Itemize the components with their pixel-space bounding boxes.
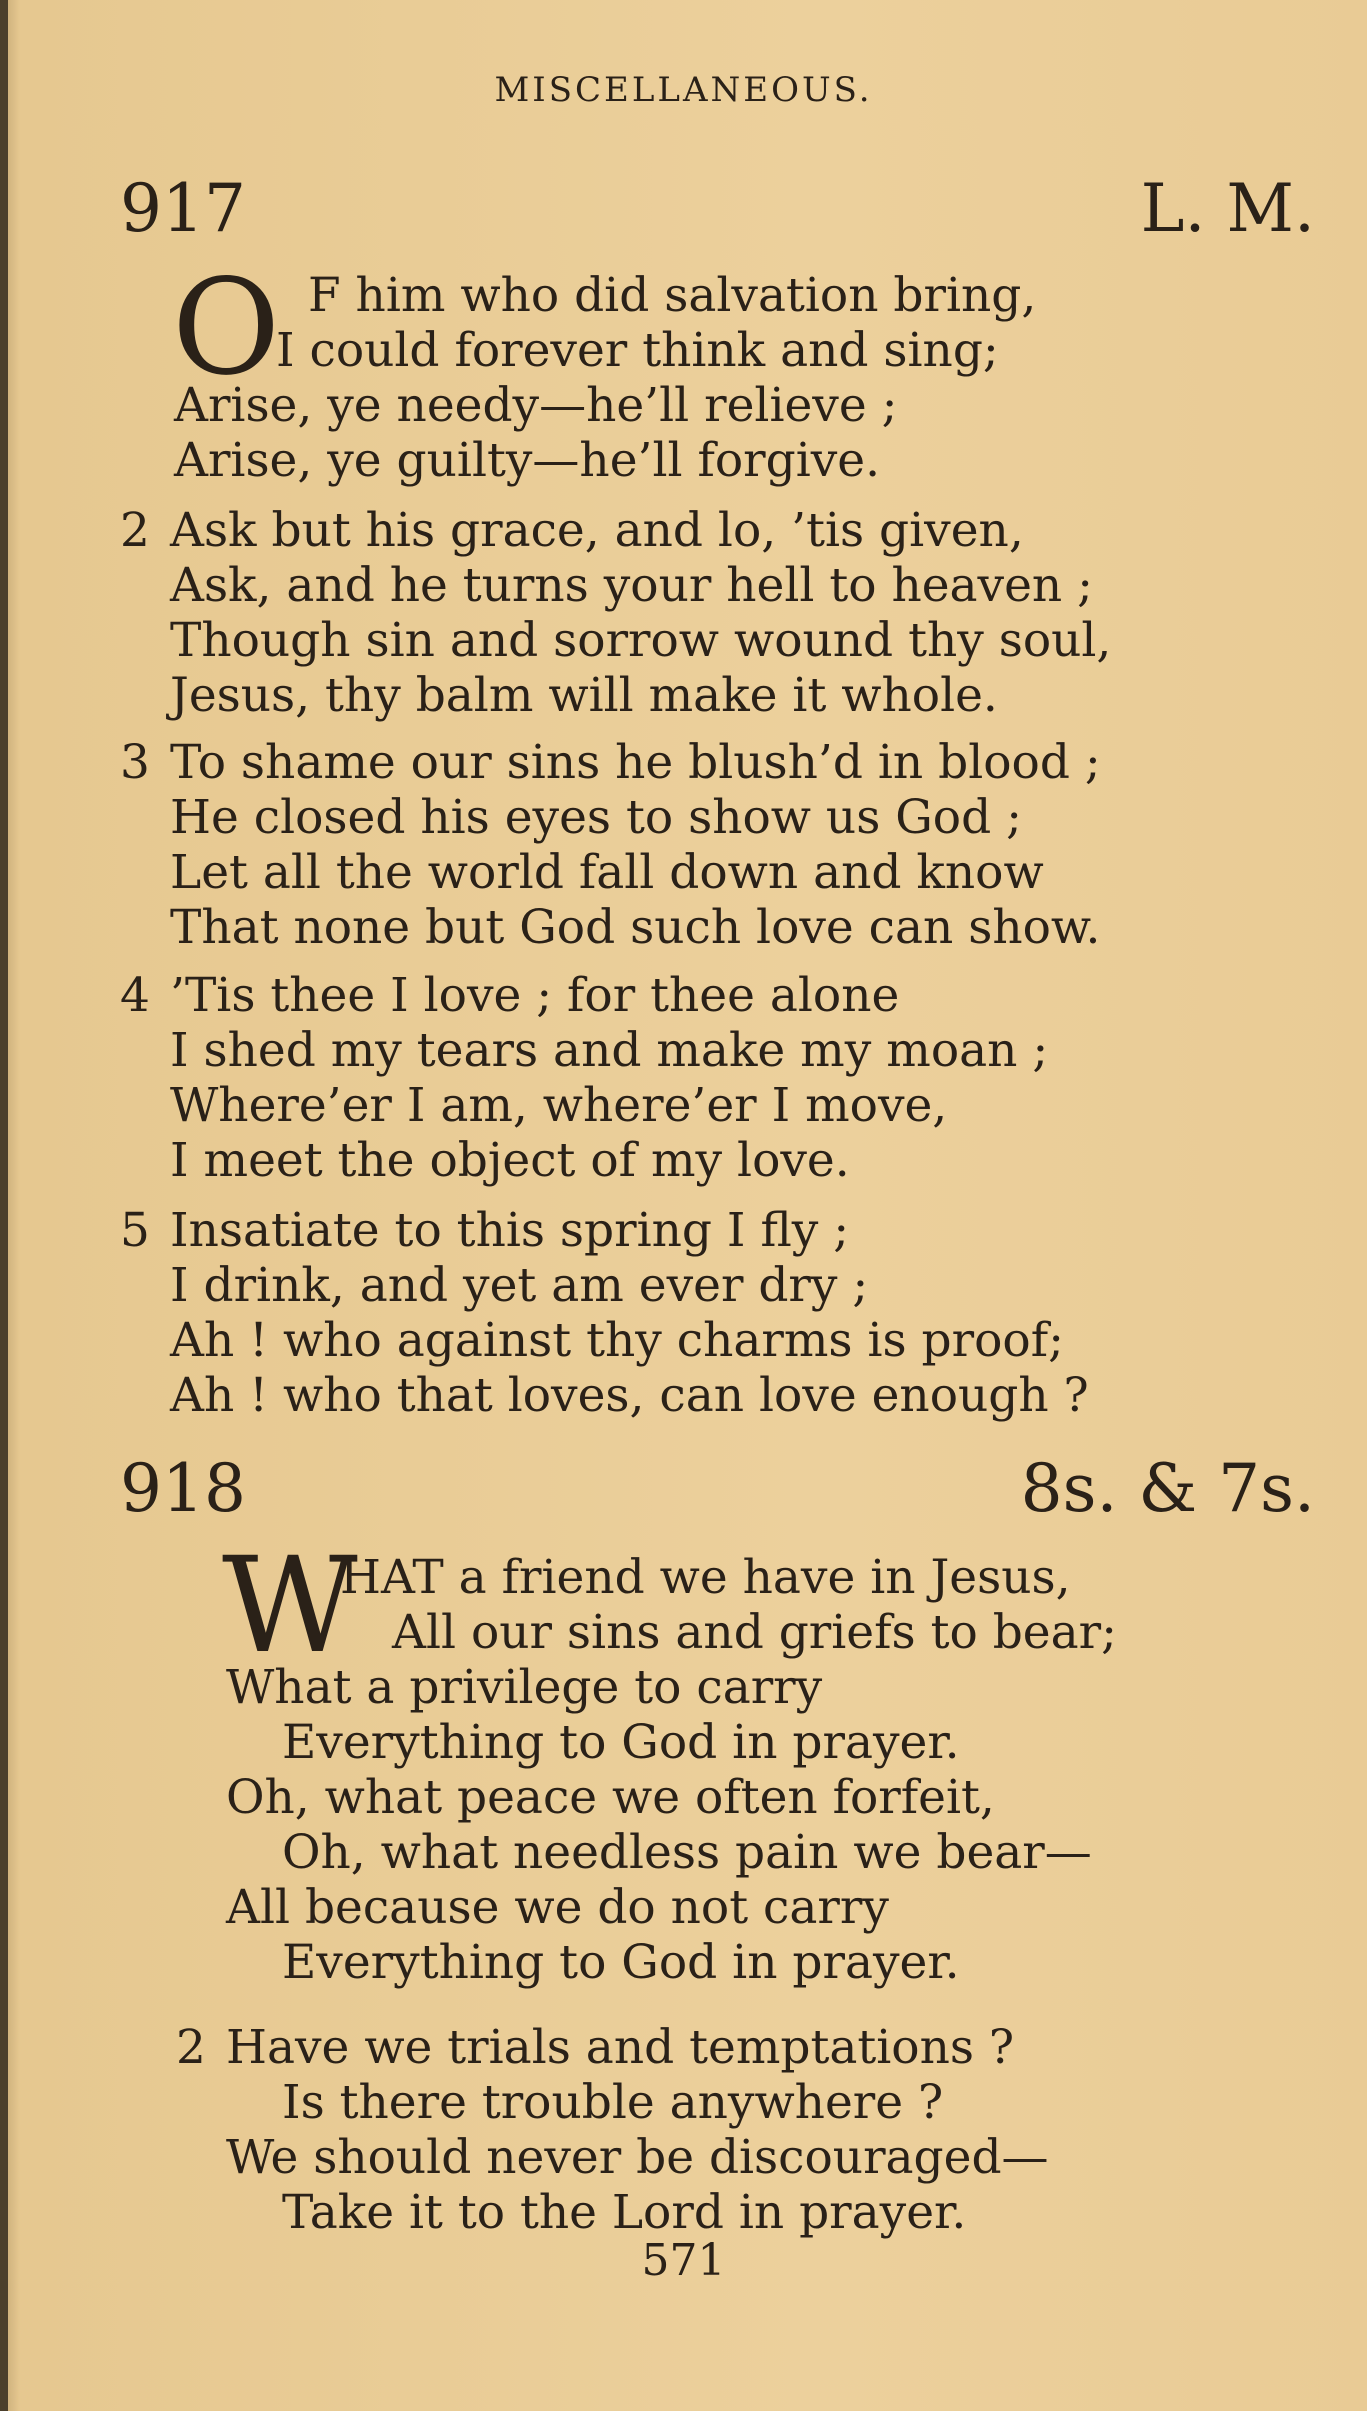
verse-line: Jesus, thy balm will make it whole. bbox=[170, 668, 998, 723]
running-head: MISCELLANEOUS. bbox=[494, 70, 873, 110]
verse-line: Where’er I am, where’er I move, bbox=[170, 1078, 948, 1133]
verse-line: He closed his eyes to show us God ; bbox=[170, 790, 1022, 845]
verse-line: All because we do not carry bbox=[226, 1880, 889, 1935]
verse-number: 3 bbox=[120, 735, 150, 790]
verse-line: I drink, and yet am ever dry ; bbox=[170, 1258, 869, 1313]
book-spine bbox=[0, 0, 8, 2411]
verse-line: Have we trials and temptations ? bbox=[226, 2020, 1015, 2075]
verse-line: Ask but his grace, and lo, ’tis given, bbox=[170, 503, 1024, 558]
verse-line: Arise, ye guilty—he’ll forgive. bbox=[174, 433, 881, 488]
verse-line: That none but God such love can show. bbox=[170, 900, 1101, 955]
verse-number: 4 bbox=[120, 968, 150, 1023]
verse-line: I shed my tears and make my moan ; bbox=[170, 1023, 1049, 1078]
verse-line: Ah ! who against thy charms is proof; bbox=[170, 1313, 1064, 1368]
hymn-917-verse-1 bbox=[110, 268, 1260, 488]
hymn-meter: L. M. bbox=[1140, 170, 1315, 247]
hymn-917-heading bbox=[120, 170, 1315, 260]
verse-line: Take it to the Lord in prayer. bbox=[282, 2185, 967, 2240]
verse-line: What a privilege to carry bbox=[226, 1660, 823, 1715]
verse-number: 2 bbox=[176, 2020, 206, 2075]
verse-line: F him who did salvation bring, bbox=[308, 268, 1037, 323]
hymn-meter: 8s. & 7s. bbox=[1020, 1450, 1315, 1527]
verse-line: Insatiate to this spring I fly ; bbox=[170, 1203, 850, 1258]
verse-line: Everything to God in prayer. bbox=[282, 1715, 960, 1770]
verse-line: To shame our sins he blush’d in blood ; bbox=[170, 735, 1101, 790]
hymn-917-verse-5 bbox=[120, 1203, 1320, 1423]
hymn-917-verse-4 bbox=[120, 968, 1320, 1188]
hymn-918-verse-1 bbox=[170, 1550, 1320, 1990]
verse-number: 5 bbox=[120, 1203, 150, 1258]
hymn-number: 918 bbox=[120, 1450, 246, 1527]
verse-line: Arise, ye needy—he’ll relieve ; bbox=[174, 378, 898, 433]
verse-line: HAT a friend we have in Jesus, bbox=[340, 1550, 1071, 1605]
verse-line: I could forever think and sing; bbox=[276, 323, 999, 378]
hymn-number: 917 bbox=[120, 170, 246, 247]
drop-cap: O bbox=[172, 251, 281, 405]
drop-cap: W bbox=[222, 1529, 358, 1683]
hymn-918-heading bbox=[120, 1450, 1315, 1540]
verse-line: Ah ! who that loves, can love enough ? bbox=[170, 1368, 1089, 1423]
verse-line: We should never be discouraged— bbox=[226, 2130, 1049, 2185]
verse-line: Let all the world fall down and know bbox=[170, 845, 1044, 900]
page-number: 571 bbox=[641, 2235, 726, 2286]
verse-line: Oh, what peace we often forfeit, bbox=[226, 1770, 995, 1825]
hymn-918-verse-2 bbox=[176, 2020, 1367, 2240]
hymn-917-verse-3 bbox=[120, 735, 1320, 955]
hymn-917-verse-2 bbox=[120, 503, 1320, 723]
verse-number: 2 bbox=[120, 503, 150, 558]
verse-line: Oh, what needless pain we bear— bbox=[282, 1825, 1092, 1880]
verse-line: Everything to God in prayer. bbox=[282, 1935, 960, 1990]
verse-line: Is there trouble anywhere ? bbox=[282, 2075, 944, 2130]
verse-line: All our sins and griefs to bear; bbox=[392, 1605, 1117, 1660]
verse-line: I meet the object of my love. bbox=[170, 1133, 850, 1188]
verse-line: Ask, and he turns your hell to heaven ; bbox=[170, 558, 1093, 613]
verse-line: ’Tis thee I love ; for thee alone bbox=[170, 968, 900, 1023]
verse-line: Though sin and sorrow wound thy soul, bbox=[170, 613, 1112, 668]
